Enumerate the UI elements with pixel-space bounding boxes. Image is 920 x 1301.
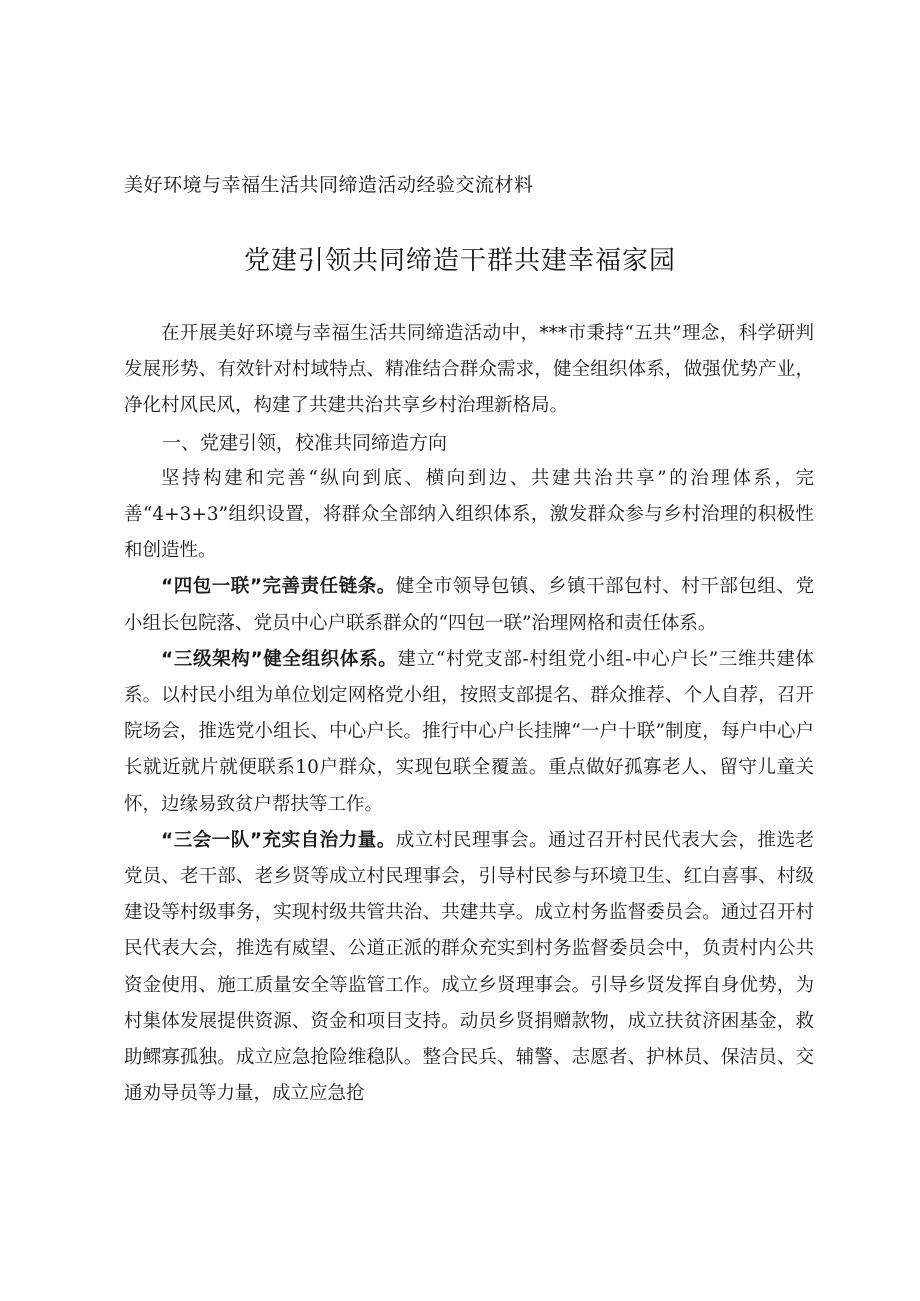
item-paragraph-1 — [124, 569, 814, 641]
document-subtitle: 美好环境与幸福生活共同缔造活动经验交流材料 — [124, 174, 534, 196]
item-lead-3: “三会一队”充实自治力量。 — [161, 829, 396, 851]
document-body — [124, 316, 814, 1112]
item-text-1: 健全市领导包镇、乡镇干部包村、村干部包组、党小组长包院落、党员中心户联系群众的“四包一联”治理网格和责任体系。 — [124, 576, 814, 634]
item-text-2: 建立“村党支部-村组党小组-中心户长”三维共建体系。以村民小组为单位划定网格党小组，按照支部提名、群众推荐、个人自荐，召开院场会，推选党小组长、中心户长。推行中心户长挂牌“一户十联”制度，每户中心户长就近就片就便联系10户群众，实现包联全覆盖。重点做好孤寡老人、留守儿童关怀，边缘易致贫户帮扶等工作。 — [124, 648, 814, 815]
document-title: 党建引领共同缔造干群共建幸福家园 — [243, 246, 676, 276]
item-lead-1: “四包一联”完善责任链条。 — [161, 576, 396, 598]
section-heading: 一、党建引领，校准共同缔造方向 — [162, 431, 448, 454]
item-text-3: 成立村民理事会。通过召开村民代表大会，推选老党员、老干部、老乡贤等成立村民理事会，引导村民参与环境卫生、红白喜事、村级建设等村级事务，实现村级共管共治、共建共享。成立村务监督委员会。通过召开村民代表大会，推选有威望、公道正派的群众充实到村务监督委员会中，负责村内公共资金使用、施工质量安全等监管工作。成立乡贤理事会。引导乡贤发挥自身优势，为村集体发展提供资源、资金和项目支持。动员乡贤捐赠款物，成立扶贫济困基金，救助鳏寡孤独。成立应急抢险维稳队。整合民兵、辅警、志愿者、护林员、保洁员、交通劝导员等力量，成立应急抢 — [124, 829, 814, 1105]
item-paragraph-2 — [124, 642, 814, 823]
item-lead-2: “三级架构”健全组织体系。 — [161, 648, 398, 670]
section-paragraph: 坚持构建和完善“纵向到底、横向到边、共建共治共享”的治理体系，完善“4+3+3”组织设置，将群众全部纳入组织体系，激发群众参与乡村治理的积极性和创造性。 — [124, 467, 814, 562]
intro-paragraph: 在开展美好环境与幸福生活共同缔造活动中，***市秉持“五共”理念，科学研判发展形势、有效针对村域特点、精准结合群众需求，健全组织体系，做强优势产业，净化村风民风，构建了共建共治共享乡村治理新格局。 — [124, 323, 814, 417]
item-paragraph-3 — [124, 823, 814, 1113]
